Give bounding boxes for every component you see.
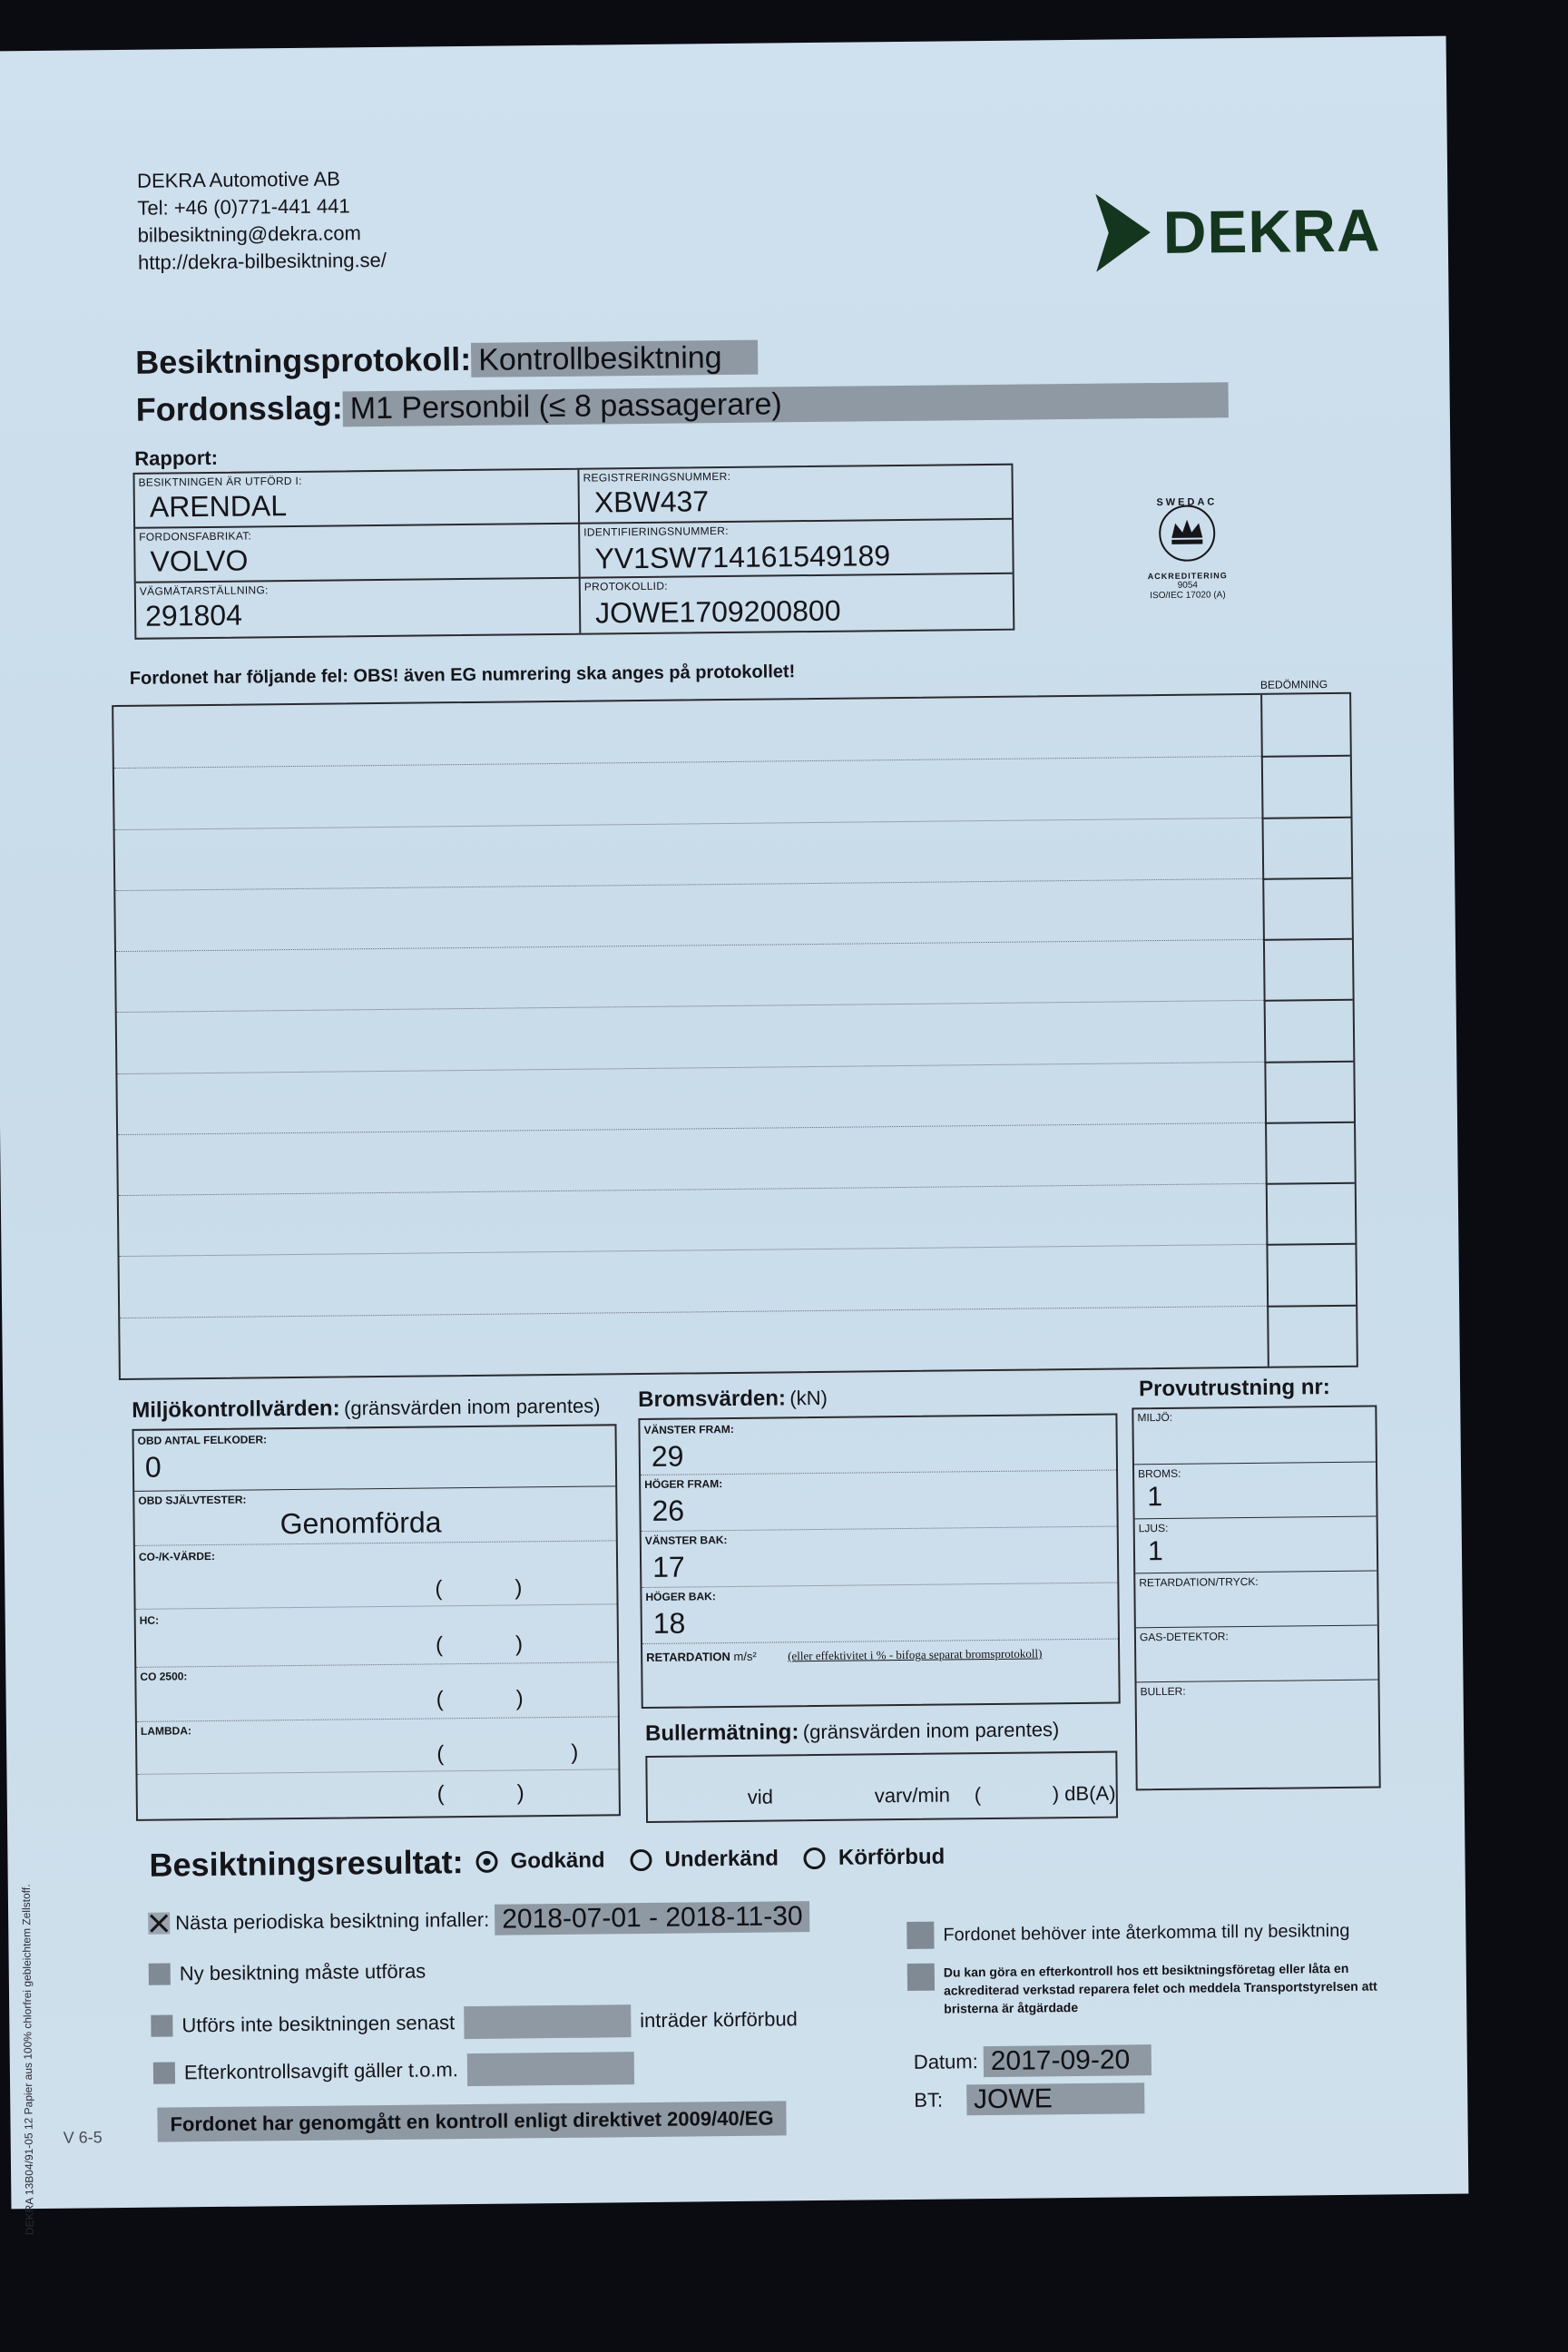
fault-row-line xyxy=(117,1061,1264,1073)
equip-broms-label: BROMS: xyxy=(1138,1466,1181,1481)
company-name: DEKRA Automotive AB xyxy=(136,167,340,192)
brakes-heading xyxy=(638,1386,828,1413)
inspection-protocol-sheet xyxy=(0,36,1468,2236)
assessment-label: BEDÖMNING xyxy=(1259,678,1328,691)
brakes-unit: (kN) xyxy=(789,1386,828,1410)
fault-row-line xyxy=(120,1306,1267,1318)
hc-limit: ( ) xyxy=(435,1632,524,1658)
noise-box xyxy=(645,1751,1118,1823)
repair-note-text: Du kan göra en efterkontroll hos ett besiktningsföretag eller låta en ackrediterad verkstad reparera felet och meddela Transportstyrelsen att bristerna är åtgärdade xyxy=(943,1960,1377,2016)
repair-note-checkbox[interactable] xyxy=(907,1964,935,1991)
vehicle-class xyxy=(136,379,1229,429)
fault-row-line xyxy=(119,1183,1266,1196)
fault-row-line xyxy=(114,756,1261,769)
swedac-seal xyxy=(1128,483,1247,601)
protocol-id-value: JOWE1709200800 xyxy=(594,593,841,630)
bt-value: JOWE xyxy=(966,2082,1144,2115)
brake-hb-value: 18 xyxy=(652,1606,686,1640)
fault-row-line xyxy=(117,1000,1264,1013)
lambda-label: LAMBDA: xyxy=(140,1724,192,1738)
retardation-label: RETARDATION m/s² xyxy=(646,1649,757,1664)
assessment-cell-line xyxy=(1266,1182,1355,1185)
brake-vf-value: 29 xyxy=(651,1439,684,1473)
next-inspection-row xyxy=(148,1901,810,1939)
obd-faults-value: 0 xyxy=(144,1450,162,1484)
brake-hb-label: HÖGER BAK: xyxy=(645,1590,716,1603)
next-inspection-value: 2018-07-01 - 2018-11-30 xyxy=(495,1901,810,1936)
result-godkand-label: Godkänd xyxy=(510,1847,605,1874)
brake-vb-label: VÄNSTER BAK: xyxy=(644,1534,728,1547)
no-return-row xyxy=(906,1917,1349,1949)
company-info xyxy=(137,165,387,277)
environment-heading xyxy=(132,1393,601,1423)
assessment-cell-line xyxy=(1262,877,1351,880)
date-value: 2017-09-20 xyxy=(984,2044,1152,2077)
equipment-box xyxy=(1132,1406,1380,1791)
fault-row-line xyxy=(120,1244,1267,1257)
equip-gas-label: GAS-DETEKTOR: xyxy=(1139,1630,1229,1644)
equip-buller-label: BULLER: xyxy=(1140,1684,1186,1699)
result-korforbud-label: Körförbud xyxy=(838,1844,946,1870)
noise-heading-label: Bullermätning: xyxy=(644,1720,799,1746)
fault-row-line xyxy=(116,939,1263,952)
equip-retardation-label: RETARDATION/TRYCK: xyxy=(1139,1574,1259,1590)
equip-ljus-value: 1 xyxy=(1147,1536,1163,1567)
vin-label: IDENTIFIERINGSNUMMER: xyxy=(583,524,729,539)
lambda-limit-2: ( ) xyxy=(436,1780,524,1807)
brake-hf-value: 26 xyxy=(652,1494,685,1527)
retardation-note: (eller effektivitet i % - bifoga separat bromsprotokoll) xyxy=(788,1646,1043,1663)
obd-selftest-label: OBD SJÄLVTESTER: xyxy=(138,1493,247,1507)
result-korforbud-radio[interactable] xyxy=(804,1847,826,1869)
environment-box xyxy=(132,1424,621,1821)
dekra-logo xyxy=(1095,191,1381,271)
co-k-label: CO-/K-VÄRDE: xyxy=(138,1549,216,1563)
lambda-limit-1: ( ) xyxy=(436,1740,579,1767)
new-inspection-row xyxy=(149,1960,426,1986)
result-row xyxy=(149,1838,945,1885)
report-heading: Rapport: xyxy=(134,446,219,470)
company-web: http://dekra-bilbesiktning.se/ xyxy=(137,248,387,274)
date-row xyxy=(914,2044,1152,2078)
vin-value: YV1SW714161549189 xyxy=(594,539,891,575)
brakes-heading-label: Bromsvärden: xyxy=(638,1386,787,1413)
environment-heading-note: (gränsvärden inom parentes) xyxy=(343,1394,601,1420)
assessment-cell-line xyxy=(1264,999,1353,1002)
noise-rpm: varv/min xyxy=(874,1783,951,1808)
version-label: V 6-5 xyxy=(63,2128,103,2147)
faults-table xyxy=(112,692,1358,1380)
vehicle-class-label: Fordonsslag: xyxy=(135,388,343,428)
fee-label: Efterkontrollsavgift gäller t.o.m. xyxy=(183,2058,459,2084)
obd-selftest-value: Genomförda xyxy=(279,1505,442,1541)
noise-heading xyxy=(645,1717,1060,1747)
make-value: VOLVO xyxy=(150,544,249,578)
no-return-checkbox[interactable] xyxy=(906,1922,934,1949)
fee-row xyxy=(153,2052,634,2090)
new-inspection-checkbox[interactable] xyxy=(149,1963,171,1984)
assessment-cell-line xyxy=(1264,1060,1353,1063)
result-heading: Besiktningsresultat: xyxy=(149,1843,464,1884)
hc-label: HC: xyxy=(139,1613,160,1627)
reg-label: REGISTRERINGSNUMMER: xyxy=(583,469,731,485)
accreditation-standard: ISO/IEC 17020 (A) xyxy=(1150,590,1226,602)
accreditation-number: 9054 xyxy=(1177,580,1199,591)
co-k-limit: ( ) xyxy=(435,1575,523,1602)
faults-heading: Fordonet har följande fel: OBS! även EG numrering ska anges på protokollet! xyxy=(129,662,796,689)
make-label: FORDONSFABRIKAT: xyxy=(139,529,252,544)
no-return-label: Fordonet behöver inte återkomma till ny besiktning xyxy=(943,1920,1350,1945)
odometer-label: VÄGMÄTARSTÄLLNING: xyxy=(139,583,269,598)
logo-text: DEKRA xyxy=(1162,196,1381,266)
brake-hf-label: HÖGER FRAM: xyxy=(644,1477,723,1491)
location-value: ARENDAL xyxy=(149,489,288,524)
odometer-value: 291804 xyxy=(144,598,243,632)
deadline-row xyxy=(151,2003,798,2042)
brakes-box xyxy=(638,1414,1120,1710)
next-inspection-checkbox[interactable] xyxy=(148,1912,170,1934)
assessment-cell-line xyxy=(1263,938,1352,941)
brake-vb-value: 17 xyxy=(652,1550,685,1583)
bt-label: BT: xyxy=(914,2088,944,2112)
environment-heading-label: Miljökontrollvärden: xyxy=(132,1396,340,1423)
side-print-text: DEKRA 13B04/91-05 12 Papier aus 100% chlorfrei gebleichtem Zellstoff. xyxy=(19,1884,36,2236)
protocol-type-value: Kontrollbesiktning xyxy=(471,340,759,377)
co2500-label: CO 2500: xyxy=(140,1670,188,1683)
assessment-cell-line xyxy=(1261,755,1350,758)
fault-row-line xyxy=(115,878,1262,891)
deadline-field[interactable] xyxy=(464,2004,631,2039)
co2500-limit: ( ) xyxy=(436,1686,524,1712)
noise-heading-note: (gränsvärden inom parentes) xyxy=(802,1718,1060,1744)
assessment-cell-line xyxy=(1265,1122,1354,1124)
date-label: Datum: xyxy=(913,2050,978,2073)
deadline-checkbox[interactable] xyxy=(151,2014,172,2036)
next-inspection-label: Nästa periodiska besiktning infaller: xyxy=(175,1907,490,1935)
noise-vid: vid xyxy=(747,1785,774,1808)
result-godkand-radio[interactable] xyxy=(475,1851,497,1873)
deadline-label: Utförs inte besiktningen senast xyxy=(181,2011,456,2037)
brake-vf-label: VÄNSTER FRAM: xyxy=(643,1422,734,1436)
noise-open-paren: ( xyxy=(974,1783,982,1807)
fault-row-line xyxy=(118,1122,1265,1135)
seal-top-text: SWEDAC xyxy=(1156,496,1218,509)
equipment-heading: Provutrustning nr: xyxy=(1138,1375,1330,1402)
dekra-logo-icon xyxy=(1095,193,1151,272)
protocol-id-label: PROTOKOLLID: xyxy=(583,579,668,593)
seal-bottom-text: ACKREDITERING xyxy=(1147,571,1228,582)
protocol-title xyxy=(135,338,759,382)
result-underkand-label: Underkänd xyxy=(664,1846,779,1872)
equip-broms-value: 1 xyxy=(1147,1482,1163,1513)
vehicle-class-value: M1 Personbil (≤ 8 passagerare) xyxy=(343,382,1229,426)
assessment-cell-line xyxy=(1267,1304,1356,1307)
equip-ljus-label: LJUS: xyxy=(1138,1521,1169,1535)
company-email: bilbesiktning@dekra.com xyxy=(137,221,361,247)
report-table xyxy=(132,464,1014,640)
fee-checkbox[interactable] xyxy=(153,2062,175,2083)
new-inspection-label: Ny besiktning måste utföras xyxy=(179,1959,426,1985)
company-tel: Tel: +46 (0)771-441 441 xyxy=(137,194,350,220)
reg-value: XBW437 xyxy=(593,485,710,519)
result-underkand-radio[interactable] xyxy=(630,1849,652,1871)
bt-row xyxy=(914,2082,1144,2116)
equip-miljo-label: MILJÖ: xyxy=(1137,1410,1173,1425)
directive-banner: Fordonet har genomgått en kontroll enligt direktivet 2009/40/EG xyxy=(157,2101,786,2141)
obd-faults-label: OBD ANTAL FELKODER: xyxy=(137,1433,268,1447)
noise-unit: ) dB(A) xyxy=(1052,1781,1116,1806)
assessment-cell-line xyxy=(1262,816,1351,818)
deadline-suffix: inträder körförbud xyxy=(640,2007,798,2033)
assessment-cell-line xyxy=(1266,1243,1355,1246)
protocol-title-label: Besiktningsprotokoll: xyxy=(134,339,472,381)
check-x-icon xyxy=(148,1912,170,1934)
fee-field[interactable] xyxy=(467,2052,634,2086)
fault-row-line xyxy=(115,817,1262,829)
repair-note-row xyxy=(907,1959,1380,2018)
location-label: BESIKTNINGEN ÄR UTFÖRD I: xyxy=(138,474,302,489)
